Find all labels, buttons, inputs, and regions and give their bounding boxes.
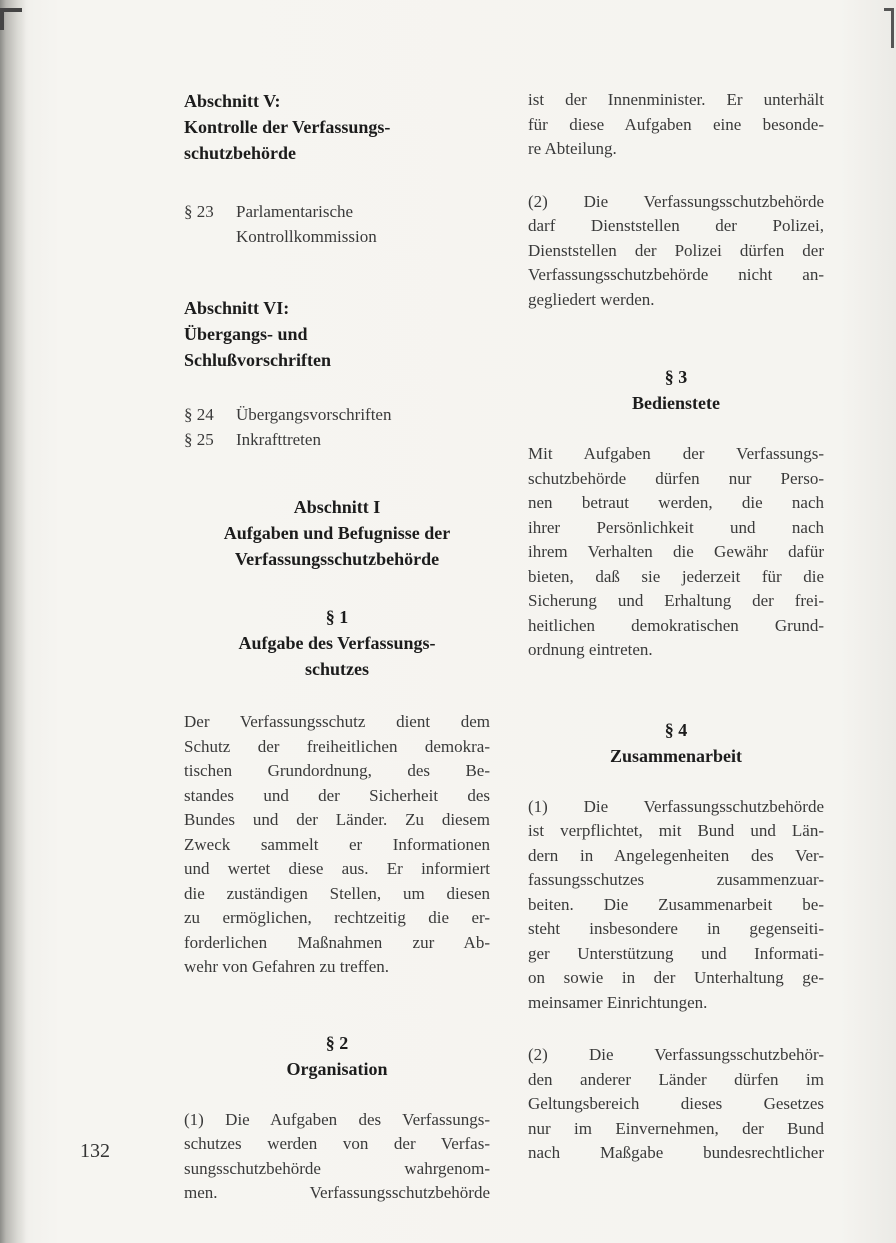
paragraph-number: § 1	[325, 607, 349, 627]
paragraph-number: § 4	[664, 719, 688, 740]
paragraph-number: § 3	[664, 367, 688, 387]
page-number: 132	[80, 1140, 110, 1162]
section-6-title: Abschnitt VI: Übergangs- und Schlußvorschriften	[184, 298, 332, 370]
paragraph-4-heading: § 4 Zusammenarbeit	[528, 717, 824, 769]
paragraph-2-heading: § 2 Organisation	[184, 1030, 490, 1082]
toc-entry	[184, 428, 490, 453]
toc-entry-title: Inkrafttreten	[236, 429, 321, 449]
crop-mark-left	[0, 8, 22, 30]
paragraph-number: § 2	[325, 1032, 349, 1053]
right-column	[528, 88, 824, 1166]
binding-shadow	[0, 0, 26, 1243]
abschnitt-1-heading: Abschnitt I Aufgaben und Befugnisse der Verfassungsschutzbehörde	[223, 497, 451, 569]
paragraph-4-subsection-1: (1) Die Verfassungsschutzbehörde ist verpflichtet, mit Bund und Län- dern in Angelegenheiten des Ver- fassungsschutzes zusammenzuar- beiten. Die Zusammenarbeit be- steht insbesondere in gegenseiti- ger Unterstützung und Informati- on sowie in der Unterhaltung ge- meinsamer Einrichtungen.	[528, 796, 824, 1012]
toc-entry-number: § 25	[184, 429, 214, 449]
crop-mark-right	[884, 8, 894, 48]
section-5-title: Abschnitt V: Kontrolle der Verfassungs- schutzbehörde	[184, 91, 391, 163]
toc-entry-title: Übergangsvorschriften	[236, 405, 392, 424]
section-5-toc	[184, 200, 490, 249]
paragraph-2-subsection-2: (2) Die Verfassungsschutzbehörde darf Dienststellen der Polizei, Dienststellen der Polizei dürfen der Verfassungsschutzbehörde nicht an- gegliedert werden.	[528, 191, 824, 309]
toc-entry-title: Parlamentarische Kontrollkommission	[236, 202, 377, 246]
section-6-toc	[184, 403, 490, 452]
toc-entry-number: § 24	[184, 405, 214, 424]
toc-entry	[184, 403, 490, 428]
toc-entry-number: § 23	[184, 202, 214, 221]
paragraph-2-text: (1) Die Aufgaben des Verfassungs- schutzes werden von der Verfas- sungsschutzbehörde wahrgenom- men. Verfassungsschutzbehörde	[184, 1109, 490, 1202]
left-column	[184, 88, 490, 1206]
toc-entry	[184, 200, 490, 249]
paragraph-1-heading: § 1 Aufgabe des Verfassungs- schutzes	[184, 604, 490, 682]
paragraph-4-subsection-2: (2) Die Verfassungsschutzbehör- den anderer Länder dürfen im Geltungsbereich dieses Gesetzes nur im Einvernehmen, der Bund nach Maßgabe bundesrechtlicher	[528, 1045, 824, 1162]
paragraph-2-continued: ist der Innenminister. Er unterhält für diese Aufgaben eine besonde- re Abteilung.	[528, 90, 824, 158]
paragraph-1-text: Der Verfassungsschutz dient dem Schutz der freiheitlichen demokra- tischen Grundordnung, des Be- standes und der Sicherheit des Bundes und der Länder. Zu diesem Zweck sammelt er Informationen und wertet diese aus. Er informiert die zuständigen Stellen, um diesen zu ermöglichen, rechtzeitig die er- forderlichen Maßnahmen zur Ab- wehr von Gefahren zu treffen.	[184, 712, 490, 976]
paragraph-3-heading: § 3 Bedienstete	[528, 364, 824, 416]
paragraph-3-text: Mit Aufgaben der Verfassungs- schutzbehörde dürfen nur Perso- nen betraut werden, die nach ihrer Persönlichkeit und nach ihrem Verhalten die Gewähr dafür bieten, daß sie jederzeit für die Sicherung und Erhaltung der frei- heitlichen demokratischen Grund- ordnung eintreten.	[528, 444, 824, 659]
